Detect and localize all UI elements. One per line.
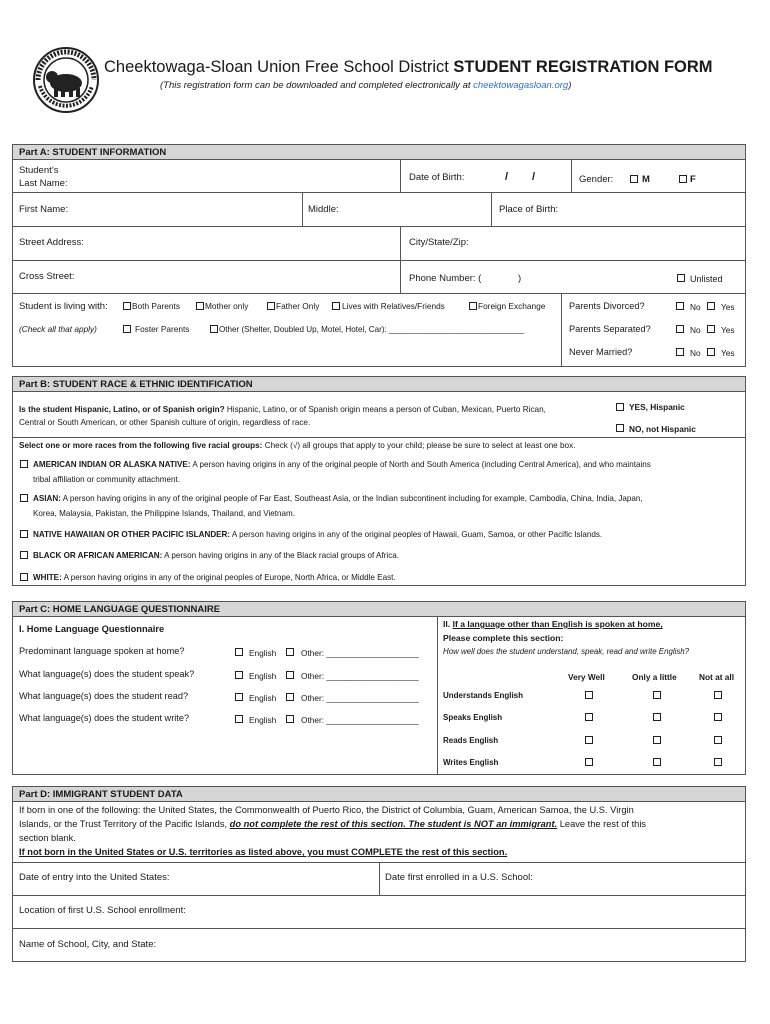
never-married-label: Never Married?	[569, 347, 633, 357]
race-asian-checkbox[interactable]	[20, 494, 28, 502]
relatives-checkbox[interactable]	[332, 302, 340, 310]
understands-very-well-checkbox[interactable]	[585, 691, 593, 699]
race-american-indian-checkbox[interactable]	[20, 460, 28, 468]
relatives-label: Lives with Relatives/Friends	[342, 301, 445, 311]
yes-hispanic-label: YES, Hispanic	[629, 402, 685, 412]
other-language-checkbox[interactable]	[286, 671, 294, 679]
check-all-note: (Check all that apply)	[19, 324, 97, 334]
other-shelter-label: Other (Shelter, Doubled Up, Motel, Hotel, Car): ______________________________	[219, 325, 525, 334]
english-checkbox[interactable]	[235, 693, 243, 701]
dob-separator: /	[532, 171, 536, 183]
part-a-heading: Part A: STUDENT INFORMATION	[13, 145, 745, 160]
race-black-checkbox[interactable]	[20, 551, 28, 559]
gender-f-label: F	[690, 174, 696, 185]
unlisted-checkbox[interactable]	[677, 274, 685, 282]
parents-divorced-label: Parents Divorced?	[569, 301, 645, 311]
hispanic-question-line2: Central or South American, or other Spanish culture of origin, regardless of race.	[19, 418, 311, 427]
other-language-label: Other: ____________________	[301, 693, 419, 703]
living-with-label: Student is living with:	[19, 301, 108, 312]
other-language-label: Other: ____________________	[301, 671, 419, 681]
phone-number-label: Phone Number: (	[409, 273, 482, 284]
other-language-checkbox[interactable]	[286, 715, 294, 723]
language-question: What language(s) does the student read?	[19, 691, 189, 701]
yes-label: Yes	[721, 302, 735, 312]
language-question: What language(s) does the student speak?	[19, 669, 195, 679]
gender-m-label: M	[642, 174, 650, 185]
english-label: English	[249, 693, 277, 703]
part-a-section	[12, 144, 746, 367]
gender-f-checkbox[interactable]	[679, 175, 687, 183]
other-language-label: Other: ____________________	[301, 715, 419, 725]
speaks-very-well-checkbox[interactable]	[585, 713, 593, 721]
dob-label: Date of Birth:	[409, 172, 465, 183]
yes-label: Yes	[721, 325, 735, 335]
hispanic-question: Is the student Hispanic, Latino, or of Spanish origin? Hispanic, Latino, or of Spanish origin means a person of Cuban, Mexican, Puerto Rican,	[19, 405, 546, 414]
english-checkbox[interactable]	[235, 715, 243, 723]
no-label: No	[690, 302, 701, 312]
school-name-label: Name of School, City, and State:	[19, 939, 157, 950]
place-of-birth-label: Place of Birth:	[499, 204, 559, 215]
english-label: English	[249, 648, 277, 658]
divorced-no-checkbox[interactable]	[676, 302, 684, 310]
form-title: Cheektowaga-Sloan Union Free School District STUDENT REGISTRATION FORM	[104, 58, 713, 76]
no-hispanic-checkbox[interactable]	[616, 424, 624, 432]
speaks-little-checkbox[interactable]	[653, 713, 661, 721]
race-american-indian-line2: tribal affiliation or community attachment.	[33, 475, 180, 484]
part-b-heading: Part B: STUDENT RACE & ETHNIC IDENTIFICATION	[13, 377, 745, 392]
other-language-label: Other: ____________________	[301, 648, 419, 658]
part-d-intro: If born in one of the following: the United States, the Commonwealth of Puerto Rico, the District of Columbia, Guam, American Samoa, the U.S. Virgin Islands, or the Trust Territory of the Pacific Islands, do not complete the rest of this section. The student is NOT an immigrant. Leave the rest of this section blank. If not born in the United States or U.S. territories as listed above, you must COMPLETE the rest of this section.	[19, 805, 647, 857]
city-state-zip-label: City/State/Zip:	[409, 237, 469, 248]
col-not-at-all: Not at all	[699, 672, 735, 682]
reads-little-checkbox[interactable]	[653, 736, 661, 744]
district-seal	[32, 46, 100, 114]
dob-separator: /	[505, 171, 509, 183]
both-parents-checkbox[interactable]	[123, 302, 131, 310]
understands-not-checkbox[interactable]	[714, 691, 722, 699]
col-only-a-little: Only a little	[632, 672, 677, 682]
writes-not-checkbox[interactable]	[714, 758, 722, 766]
other-shelter-checkbox[interactable]	[210, 325, 218, 333]
middle-label: Middle:	[308, 204, 339, 215]
race-white-checkbox[interactable]	[20, 573, 28, 581]
proficiency-row-label: Reads English	[443, 736, 499, 745]
district-website-link[interactable]: cheektowagasloan.org	[473, 80, 569, 91]
students-label: Student’s	[19, 165, 59, 176]
home-language-subheading: I. Home Language Questionnaire	[19, 624, 165, 634]
unlisted-label: Unlisted	[690, 274, 723, 284]
race-american-indian: AMERICAN INDIAN OR ALASKA NATIVE: A person having origins in any of the original people of North and South America (including Central America), and who maintains	[33, 460, 651, 469]
part-d-heading: Part D: IMMIGRANT STUDENT DATA	[13, 787, 745, 802]
divorced-yes-checkbox[interactable]	[707, 302, 715, 310]
no-hispanic-label: NO, not Hispanic	[629, 424, 696, 434]
no-label: No	[690, 348, 701, 358]
english-checkbox[interactable]	[235, 671, 243, 679]
english-checkbox[interactable]	[235, 648, 243, 656]
part-c-section	[12, 601, 746, 775]
race-asian: ASIAN: A person having origins in any of the original people of Far East, Southeast Asia, or the Indian subcontinent including for example, Cambodia, China, India, Japan,	[33, 494, 643, 503]
mother-only-label: Mother only	[205, 301, 249, 311]
both-parents-label: Both Parents	[132, 301, 180, 311]
never-married-no-checkbox[interactable]	[676, 348, 684, 356]
date-of-entry-label: Date of entry into the United States:	[19, 872, 170, 883]
english-label: English	[249, 715, 277, 725]
col-very-well: Very Well	[568, 672, 605, 682]
phone-close-paren: )	[518, 273, 522, 284]
english-proficiency-instruction: How well does the student understand, speak, read and write English?	[443, 647, 690, 656]
no-label: No	[690, 325, 701, 335]
part-c-heading: Part C: HOME LANGUAGE QUESTIONNAIRE	[13, 602, 745, 617]
race-white: WHITE: A person having origins in any of the original peoples of Europe, North Africa, or Middle East.	[33, 573, 396, 582]
form-subtitle: (This registration form can be downloaded and completed electronically at cheektowagasloan.org)	[160, 80, 572, 91]
parents-separated-label: Parents Separated?	[569, 324, 651, 334]
first-name-label: First Name:	[19, 204, 69, 215]
never-married-yes-checkbox[interactable]	[707, 348, 715, 356]
foreign-exchange-label: Foreign Exchange	[478, 301, 546, 311]
date-first-enrolled-label: Date first enrolled in a U.S. School:	[385, 872, 533, 883]
proficiency-row-label: Writes English	[443, 758, 499, 767]
gender-m-checkbox[interactable]	[630, 175, 638, 183]
foreign-exchange-checkbox[interactable]	[469, 302, 477, 310]
part-d-section	[12, 786, 746, 962]
part-b-section	[12, 376, 746, 586]
understands-little-checkbox[interactable]	[653, 691, 661, 699]
separated-yes-checkbox[interactable]	[707, 325, 715, 333]
yes-label: Yes	[721, 348, 735, 358]
street-address-label: Street Address:	[19, 237, 84, 248]
proficiency-row-label: Understands English	[443, 691, 524, 700]
gender-label: Gender:	[579, 174, 614, 185]
last-name-label: Last Name:	[19, 178, 68, 189]
foster-parents-checkbox[interactable]	[123, 325, 131, 333]
race-black: BLACK OR AFRICAN AMERICAN: A person having origins in any of the Black racial groups of Africa.	[33, 551, 399, 560]
race-asian-line2: Korea, Malaysia, Pakistan, the Philippine Islands, Thailand, and Vietnam.	[33, 509, 296, 518]
english-proficiency-subheading: II. If a language other than English is spoken at home,	[443, 619, 663, 629]
language-question: What language(s) does the student write?	[19, 713, 190, 723]
english-proficiency-subheading-line2: Please complete this section:	[443, 633, 564, 643]
father-only-checkbox[interactable]	[267, 302, 275, 310]
father-only-label: Father Only	[276, 301, 320, 311]
writes-little-checkbox[interactable]	[653, 758, 661, 766]
separated-no-checkbox[interactable]	[676, 325, 684, 333]
reads-not-checkbox[interactable]	[714, 736, 722, 744]
race-pacific-islander: NATIVE HAWAIIAN OR OTHER PACIFIC ISLANDER: A person having origins in any of the original peoples of Hawaii, Guam, Samoa, or other Pacific Islands.	[33, 530, 603, 539]
writes-very-well-checkbox[interactable]	[585, 758, 593, 766]
race-pacific-islander-checkbox[interactable]	[20, 530, 28, 538]
foster-parents-label: Foster Parents	[135, 324, 190, 334]
mother-only-checkbox[interactable]	[196, 302, 204, 310]
proficiency-row-label: Speaks English	[443, 713, 503, 722]
language-question: Predominant language spoken at home?	[19, 646, 185, 656]
reads-very-well-checkbox[interactable]	[585, 736, 593, 744]
speaks-not-checkbox[interactable]	[714, 713, 722, 721]
first-school-location-label: Location of first U.S. School enrollment:	[19, 905, 186, 916]
cross-street-label: Cross Street:	[19, 271, 75, 282]
other-language-checkbox[interactable]	[286, 648, 294, 656]
yes-hispanic-checkbox[interactable]	[616, 403, 624, 411]
select-races-instruction: Select one or more races from the following five racial groups: Check (√) all groups that apply to your child; please be sure to select at least one box.	[19, 441, 576, 450]
other-language-checkbox[interactable]	[286, 693, 294, 701]
english-label: English	[249, 671, 277, 681]
